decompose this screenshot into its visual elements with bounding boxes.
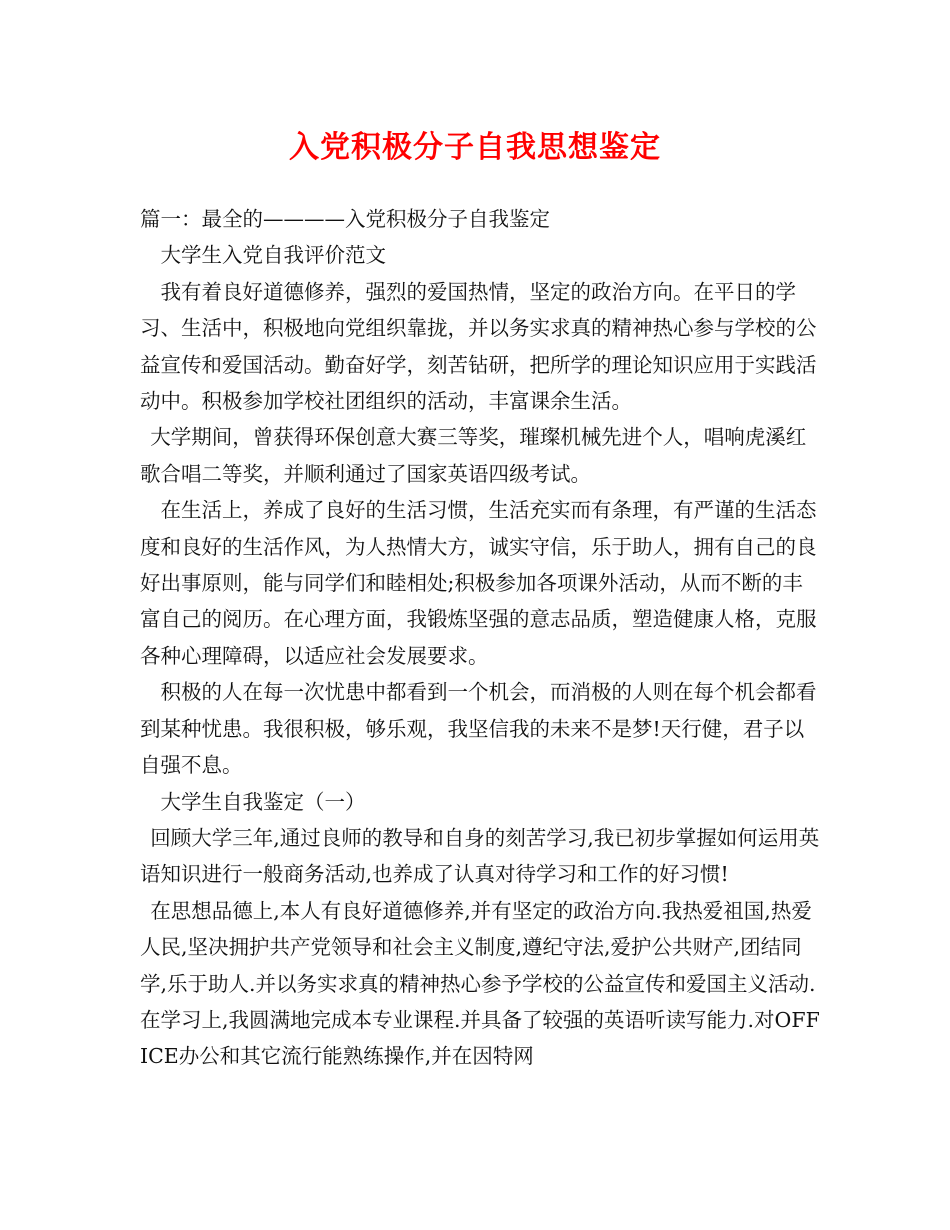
- section-heading: 篇一：最全的————入党积极分子自我鉴定: [140, 207, 550, 231]
- paragraph: 在思想品德上,本人有良好道德修养,并有坚定的政治方向.我热爱祖国,热爱人民,坚决拥护共产党领导和社会主义制度,遵纪守法,爱护公共财产,团结同学,乐于助人.并以务实求真的精神热心参予学校的公益宣传和爱国主义活动. 在学习上,我圆满地完成本专业课程.并具备了较强的英语听读写能力.对OFFICE办公和其它流行能熟练操作,并在因特网: [140, 898, 837, 1069]
- document-title: 入党积极分子自我思想鉴定: [289, 130, 661, 165]
- document-body: [140, 201, 837, 1075]
- paragraph: 在生活上，养成了良好的生活习惯，生活充实而有条理，有严谨的生活态度和良好的生活作风，为人热情大方，诚实守信，乐于助人，拥有自己的良好出事原则，能与同学们和睦相处;积极参加各项课外活动，从而不断的丰富自己的阅历。在心理方面，我锻炼坚强的意志品质，塑造健康人格，克服各种心理障碍，以适应社会发展要求。: [140, 498, 817, 668]
- paragraph: 回顾大学三年,通过良师的教导和自身的刻苦学习,我已初步掌握如何运用英语知识进行一般商务活动,也养成了认真对待学习和工作的好习惯!: [140, 825, 820, 887]
- paragraph: 我有着良好道德修养，强烈的爱国热情，坚定的政治方向。在平日的学习、生活中，积极地向党组织靠拢，并以务实求真的精神热心参与学校的公益宣传和爱国活动。勤奋好学，刻苦钻研，把所学的理论知识应用于实践活动中。积极参加学校社团组织的活动，丰富课余生活。: [140, 279, 817, 414]
- paragraph: 积极的人在每一次忧患中都看到一个机会，而消极的人则在每个机会都看到某种忧患。我很积极，够乐观，我坚信我的未来不是梦!天行健，君子以自强不息。: [140, 680, 817, 778]
- subheading: 大学生自我鉴定（一）: [160, 789, 366, 814]
- paragraph: 大学期间，曾获得环保创意大赛三等奖，璀璨机械先进个人，唱响虎溪红歌合唱二等奖，并顺利通过了国家英语四级考试。: [140, 425, 807, 486]
- subheading: 大学生入党自我评价范文: [160, 243, 386, 268]
